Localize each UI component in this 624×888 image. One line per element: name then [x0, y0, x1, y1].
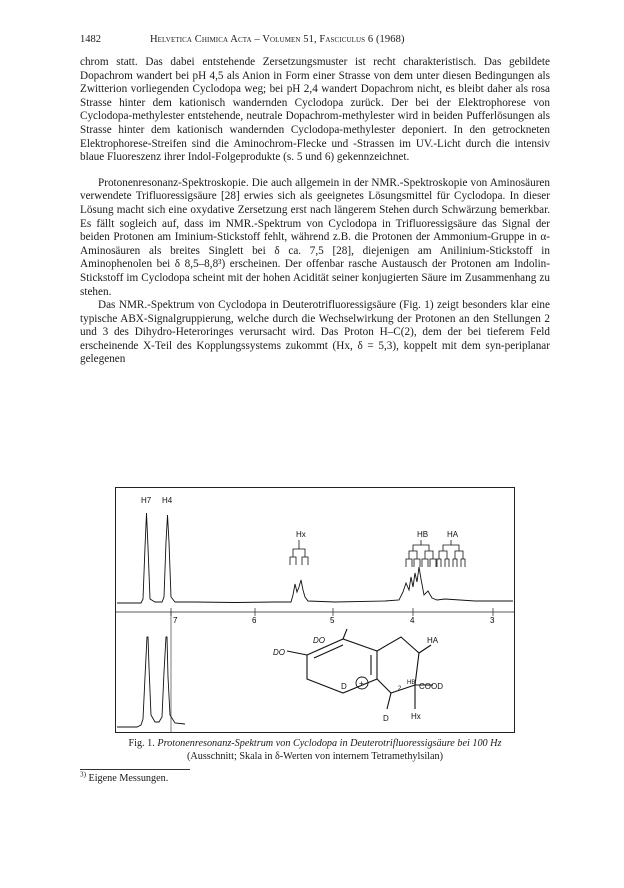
footnote-rule	[80, 769, 190, 770]
splitting-tree-hab	[406, 540, 465, 567]
label-pos2: 2	[398, 686, 402, 692]
running-title: Helvetica Chimica Acta – Volumen 51, Fasciculus 6 (1968)	[150, 34, 405, 45]
page-number: 1482	[80, 34, 101, 45]
peak-label-hb: HB	[417, 530, 429, 539]
tick-label: 5	[330, 616, 335, 625]
paragraph-1: chrom statt. Das dabei entstehende Zersetzungsmuster ist recht charakteristisch. Das gebildete Dopachrom wandert bei pH 4,5 als Anion in Form einer Strasse von dem unter diesen Bedingungen als Zwitterion vorliegenden Cyclodopa weg; bei pH 2,4 wandert Dopachrom nicht, es bleibt daher als rosa Strasse hinter dem kationisch wandernden Cyclodopa zurück. Der bei der Elektrophorese von Cyclodopa-methylester entstehende, neutrale Dopachrom-methylester wird in beiden Pufferlösungen als Strasse hinter dem kationisch wandernden Cyclodopa-methylester deponiert. In den getrockneten Elektrophorese-Streifen sind die Aminochrom-Flecke und -Strassen im UV.-Licht durch die intensiv blaue Fluoreszenz ihrer Indol-Folgeprodukte (s. 5 und 6) gekennzeichnet.	[80, 56, 550, 164]
spectrum-trace-lower	[117, 637, 185, 727]
label-hx: Hx	[411, 712, 421, 721]
spectrum-trace-upper	[117, 513, 513, 603]
tick-label: 7	[173, 616, 178, 625]
label-do-left: DO	[273, 648, 285, 657]
footnote-mark: 3)	[80, 770, 86, 779]
label-hb: HB	[407, 680, 416, 686]
label-d-bottom: D	[383, 714, 389, 723]
peak-label-hx: Hx	[296, 530, 306, 539]
caption-prefix: Fig. 1.	[128, 738, 155, 749]
label-d-ring: D	[341, 682, 347, 691]
nmr-spectrum-figure	[115, 487, 515, 733]
label-cood: COOD	[419, 682, 443, 691]
paragraph-2: Protonenresonanz-Spektroskopie. Die auch allgemein in der NMR.-Spektroskopie von Aminosäuren verwendete Trifluoressigsäure [28] erwies sich als geeignetes Lösungsmittel für Cyclodopa. In dieser Lösung macht sich eine oxydative Zersetzung erst nach längerem Stehen durch Schwärzung bemerkbar. Es fällt sogleich auf, dass im NMR.-Spektrum von Cyclodopa in Trifluoressigsäure das Signal der beiden Protonen am Iminium-Stickstoff fehlt, während z.B. die Protonen der Ammonium-Gruppe in α-Aminosäuren als breites Singlett bei δ ca. 7,5 [28], diejenigen am Anilinium-Stickstoff in Aminophenolen bei δ 8,5–8,8³) erscheinen. Der offenbar rasche Austausch der Protonen am Indolin-Stickstoff im Cyclodopa scheint mit der hohen Acidität seiner konjugierten Säure im Zusammenhang zu stehen.	[80, 176, 550, 298]
axis-ticks	[171, 608, 495, 625]
body-text	[80, 56, 550, 367]
caption-note: (Ausschnitt; Skala in δ-Werten von internem Tetramethylsilan)	[186, 750, 443, 762]
peak-label-h4: H4	[162, 496, 173, 505]
tick-label: 3	[490, 616, 495, 625]
label-plus: +	[359, 679, 364, 688]
footnote-text: Eigene Messungen.	[88, 773, 169, 784]
structural-formula	[287, 629, 433, 709]
footnote	[80, 770, 169, 784]
peak-label-h7: H7	[141, 496, 152, 505]
label-ha: HA	[427, 636, 439, 645]
peak-label-ha: HA	[447, 530, 459, 539]
label-do-top: DO	[313, 636, 325, 645]
splitting-tree-hx	[290, 540, 308, 565]
figure-caption	[80, 738, 550, 763]
paragraph-3: Das NMR.-Spektrum von Cyclodopa in Deuterotrifluoressigsäure (Fig. 1) zeigt besonders klar eine typische ABX-Signalgruppierung, welche durch die Wechselwirkung der Protonen an den Stellungen 2 und 3 des Dihydro-Heteroringes verursacht wird. Das Proton H–C(2), dem der bei tieferem Feld erscheinende X-Teil des Kopplungssystems zukommt (Hx, δ = 5,3), koppelt mit dem syn-periplanar gelegenen	[80, 299, 550, 366]
tick-label: 4	[410, 616, 415, 625]
caption-title: Protonenresonanz-Spektrum von Cyclodopa in Deuterotrifluoressigsäure bei 100 Hz	[157, 738, 502, 749]
tick-label: 6	[252, 616, 257, 625]
